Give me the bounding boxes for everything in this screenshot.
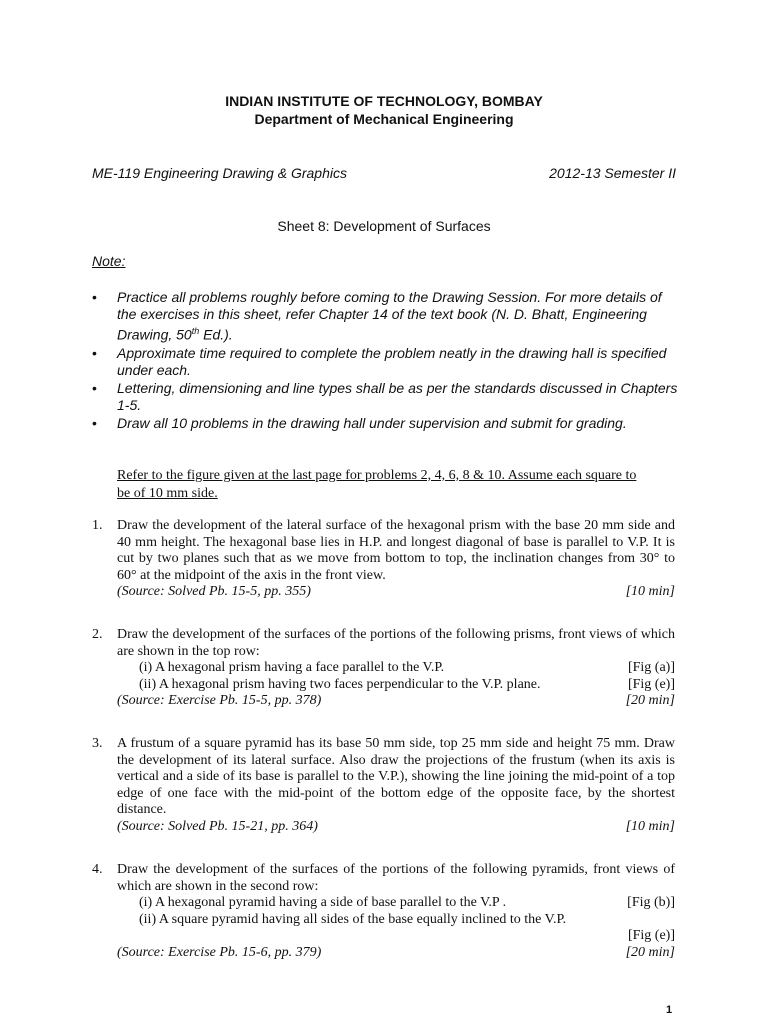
figure-ref: [Fig (a)] (627, 660, 675, 675)
sub-item: (i) A hexagonal prism having a face parallel to the V.P. (139, 660, 445, 675)
problem-number: 4. (92, 862, 103, 877)
sub-item: (i) A hexagonal pyramid having a side of base parallel to the V.P . (139, 895, 507, 910)
sub-item: (ii) A hexagonal prism having two faces perpendicular to the V.P. plane. (139, 676, 541, 692)
problem-text: Draw the development of the surfaces of the portions of the following prisms, front views of which are shown in the top row: (117, 627, 675, 659)
bullet-icon: • (92, 344, 97, 361)
notes-list (92, 289, 682, 432)
problem-number: 3. (92, 736, 103, 751)
problem-time: [20 min] (625, 693, 675, 708)
note-text-4: Draw all 10 problems in the drawing hall under supervision and submit for grading. (117, 414, 627, 431)
note-text-3: Lettering, dimensioning and line types shall be as per the standards discussed in Chapters 1-5. (117, 379, 678, 413)
figure-ref: [Fig (b)] (627, 895, 675, 910)
note-text-1b: Ed.). (199, 326, 233, 343)
note-item (92, 289, 682, 344)
note-item (92, 380, 682, 414)
course-row (92, 165, 676, 181)
problem-number: 2. (92, 627, 103, 642)
problem-source: (Source: Exercise Pb. 15-5, pp. 378) (117, 693, 322, 708)
page-number: 1 (666, 1004, 673, 1016)
problem-4 (92, 862, 675, 961)
problem-source: (Source: Solved Pb. 15-5, pp. 355) (117, 584, 311, 599)
note-item (92, 415, 682, 432)
sheet-title: Sheet 8: Development of Surfaces (277, 218, 491, 234)
problem-source: (Source: Exercise Pb. 15-6, pp. 379) (117, 944, 322, 960)
problem-text: Draw the development of the surfaces of the portions of the following pyramids, front views of which are shown in the second row: (117, 862, 675, 894)
problem-time: [10 min] (625, 584, 675, 599)
course-name: ME-119 Engineering Drawing & Graphics (92, 165, 347, 181)
sub-item: (ii) A square pyramid having all sides of the base equally inclined to the V.P. (139, 911, 567, 927)
problem-3 (92, 736, 675, 835)
department-name: Department of Mechanical Engineering (254, 111, 514, 127)
figure-ref: [Fig (e)] (627, 928, 675, 943)
note-superscript: th (191, 326, 200, 336)
problem-source: (Source: Solved Pb. 15-21, pp. 364) (117, 818, 318, 834)
bullet-icon: • (92, 414, 97, 431)
problem-2 (92, 627, 675, 710)
note-text-1a: Practice all problems roughly before coming to the Drawing Session. For more details of the exercises in this sheet, refer Chapter 14 of the text book (N. D. Bhatt, Engineering Drawing, 50 (117, 289, 662, 343)
bullet-icon: • (92, 289, 97, 305)
note-item (92, 345, 682, 379)
problem-1 (92, 518, 675, 601)
problem-text: A frustum of a square pyramid has its base 50 mm side, top 25 mm side and height 75 mm. Draw the development of its lateral surface. Also draw the projections of the frustum (when its axis is vertical and a side of its base is parallel to the V.P.), showing the line joining the mid-point of a top edge of one face with the mid-point of the bottom edge of the opposite face, by the shortest distance. (117, 736, 675, 817)
figure-ref: [Fig (e)] (627, 676, 675, 692)
refer-instruction: Refer to the figure given at the last page for problems 2, 4, 6, 8 & 10. Assume each square to be of 10 mm side. (117, 468, 637, 501)
note-label: Note: (92, 253, 126, 269)
bullet-icon: • (92, 379, 97, 396)
note-text-2: Approximate time required to complete the problem neatly in the drawing hall is specified under each. (117, 344, 667, 378)
institute-name: INDIAN INSTITUTE OF TECHNOLOGY, BOMBAY (225, 93, 543, 109)
problem-time: [10 min] (625, 818, 675, 834)
problem-time: [20 min] (625, 944, 675, 960)
problem-text: Draw the development of the lateral surface of the hexagonal prism with the base 20 mm side and 40 mm height. The hexagonal base lies in H.P. and longest diagonal of base is parallel to V.P. It is cut by two planes such that as we move from bottom to top, the inclination changes from 30° to 60° at the midpoint of the axis in the front view. (117, 518, 675, 583)
course-term: 2012-13 Semester II (549, 165, 676, 181)
problem-number: 1. (92, 518, 103, 533)
